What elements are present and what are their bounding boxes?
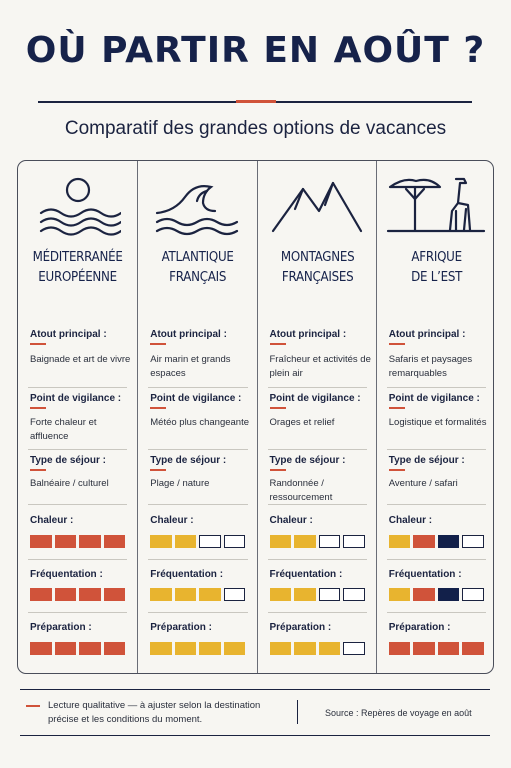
atout-label: Atout principal : — [30, 329, 107, 340]
row-divider — [28, 559, 127, 560]
atout-label: Atout principal : — [150, 329, 227, 340]
rating-segment — [199, 535, 221, 548]
rating-segment — [343, 588, 365, 601]
rating-segment — [413, 588, 435, 601]
label-underline — [270, 343, 286, 345]
rating-segment — [389, 588, 411, 601]
rating-segment — [199, 642, 221, 655]
column-title-line: ATLANTIQUE — [161, 249, 234, 265]
rating-segment — [224, 588, 246, 601]
rating-segment — [319, 588, 341, 601]
label-underline — [389, 407, 405, 409]
rating-segment — [462, 535, 484, 548]
chaleur-label: Chaleur : — [30, 515, 74, 526]
sejour-label: Type de séjour : — [388, 455, 465, 466]
rating-segment — [438, 535, 460, 548]
row-divider — [148, 387, 247, 388]
chaleur-rating — [30, 535, 125, 548]
rating-segment — [413, 535, 435, 548]
footer-separator — [297, 700, 298, 724]
subtitle: Comparatif des grandes options de vacances — [64, 118, 447, 139]
rating-segment — [270, 588, 292, 601]
rating-segment — [104, 588, 126, 601]
sejour-label: Type de séjour : — [150, 455, 227, 466]
rating-segment — [175, 588, 197, 601]
label-underline — [150, 407, 166, 409]
title-rule-accent — [236, 100, 276, 103]
sun-over-waves-icon — [18, 175, 137, 245]
rating-segment — [270, 535, 292, 548]
column-3 — [257, 161, 377, 673]
rating-segment — [389, 535, 411, 548]
rating-segment — [224, 535, 246, 548]
rating-segment — [175, 642, 197, 655]
column-title-line: FRANÇAIS — [169, 269, 227, 285]
vigilance-label: Point de vigilance : — [269, 393, 361, 404]
preparation-rating — [270, 642, 365, 655]
row-divider — [148, 559, 247, 560]
frequentation-label: Fréquentation : — [388, 569, 462, 580]
chaleur-label: Chaleur : — [269, 515, 313, 526]
column-title — [265, 247, 370, 287]
label-underline — [30, 343, 46, 345]
rating-segment — [438, 588, 460, 601]
column-1 — [18, 161, 137, 673]
atout-value: Baignade et art de vivre — [30, 354, 131, 365]
label-underline — [389, 469, 405, 471]
acacia-giraffe-icon — [377, 175, 496, 245]
rating-segment — [30, 535, 52, 548]
column-title — [25, 247, 130, 287]
rating-segment — [104, 642, 126, 655]
label-underline — [270, 469, 286, 471]
sejour-value: Randonnée / ressourcement — [269, 478, 333, 503]
rating-segment — [224, 642, 246, 655]
preparation-label: Préparation : — [269, 622, 332, 633]
frequentation-rating — [270, 588, 365, 601]
label-underline — [150, 469, 166, 471]
row-divider — [28, 504, 127, 505]
footer — [20, 689, 490, 735]
rating-segment — [55, 588, 77, 601]
rating-segment — [343, 535, 365, 548]
rating-segment — [104, 535, 126, 548]
rating-segment — [319, 642, 341, 655]
sejour-value: Plage / nature — [150, 478, 210, 489]
rating-segment — [79, 588, 101, 601]
footer-accent-dash — [26, 705, 40, 707]
vigilance-value: Orages et relief — [269, 417, 335, 428]
rating-segment — [389, 642, 411, 655]
chaleur-label: Chaleur : — [150, 515, 194, 526]
rating-segment — [319, 535, 341, 548]
rating-segment — [150, 588, 172, 601]
comparison-table — [17, 160, 494, 674]
row-divider — [28, 387, 127, 388]
frequentation-label: Fréquentation : — [30, 569, 103, 580]
preparation-label: Préparation : — [30, 622, 92, 633]
frequentation-label: Fréquentation : — [150, 569, 224, 580]
row-divider — [148, 504, 247, 505]
footer-source: Source : Repères de voyage en août — [325, 708, 472, 718]
label-underline — [389, 343, 405, 345]
preparation-rating — [30, 642, 125, 655]
column-title-line: DE L’EST — [410, 269, 462, 285]
atout-value: Air marin et grands espaces — [150, 354, 231, 379]
row-divider — [28, 612, 127, 613]
frequentation-label: Fréquentation : — [269, 569, 343, 580]
rating-segment — [30, 588, 52, 601]
preparation-label: Préparation : — [388, 622, 451, 633]
chaleur-label: Chaleur : — [388, 515, 433, 526]
sejour-label: Type de séjour : — [269, 455, 346, 466]
row-divider — [387, 612, 486, 613]
row-divider — [268, 559, 367, 560]
frequentation-rating — [389, 588, 484, 601]
page-title: OÙ PARTIR EN AOÛT ? — [25, 30, 486, 71]
rating-segment — [55, 535, 77, 548]
row-divider — [268, 612, 367, 613]
chaleur-rating — [150, 535, 245, 548]
rating-segment — [199, 588, 221, 601]
rating-segment — [150, 535, 172, 548]
row-divider — [387, 387, 486, 388]
sejour-label: Type de séjour : — [30, 455, 106, 466]
vigilance-value: Météo plus changeante — [150, 417, 250, 428]
vigilance-value: Forte chaleur et affluence — [30, 417, 97, 442]
column-title-line: MONTAGNES — [280, 249, 354, 265]
chaleur-rating — [270, 535, 365, 548]
rating-segment — [343, 642, 365, 655]
rating-segment — [55, 642, 77, 655]
rating-segment — [150, 642, 172, 655]
vigilance-value: Logistique et formalités — [388, 417, 487, 428]
row-divider — [148, 449, 247, 450]
row-divider — [28, 449, 127, 450]
title-rule-left — [38, 101, 236, 103]
frequentation-rating — [150, 588, 245, 601]
rating-segment — [79, 535, 101, 548]
rating-segment — [294, 642, 316, 655]
row-divider — [387, 559, 486, 560]
row-divider — [148, 612, 247, 613]
column-2 — [137, 161, 257, 673]
chaleur-rating — [389, 535, 484, 548]
sejour-value: Balnéaire / culturel — [30, 478, 109, 489]
column-title-line: FRANÇAISES — [281, 269, 353, 285]
column-title-line: EUROPÉENNE — [38, 269, 117, 285]
rating-segment — [413, 642, 435, 655]
atout-label: Atout principal : — [269, 329, 347, 340]
rating-segment — [270, 642, 292, 655]
frequentation-rating — [30, 588, 125, 601]
column-title — [145, 247, 250, 287]
preparation-rating — [150, 642, 245, 655]
atout-value: Fraîcheur et activités de plein air — [269, 354, 371, 379]
label-underline — [30, 469, 46, 471]
preparation-rating — [389, 642, 484, 655]
vigilance-label: Point de vigilance : — [150, 393, 242, 404]
label-underline — [150, 343, 166, 345]
rating-segment — [294, 588, 316, 601]
row-divider — [387, 449, 486, 450]
row-divider — [268, 387, 367, 388]
atout-label: Atout principal : — [388, 329, 466, 340]
title-rule-right — [276, 101, 472, 103]
rating-segment — [462, 642, 484, 655]
rating-segment — [79, 642, 101, 655]
rating-segment — [438, 642, 460, 655]
sejour-value: Aventure / safari — [388, 478, 458, 489]
ocean-wave-icon — [138, 175, 257, 245]
rating-segment — [175, 535, 197, 548]
column-title-line: AFRIQUE — [411, 249, 462, 265]
row-divider — [268, 504, 367, 505]
column-title-line: MÉDITERRANÉE — [32, 249, 123, 265]
rating-segment — [294, 535, 316, 548]
mountains-icon — [258, 175, 377, 245]
preparation-label: Préparation : — [150, 622, 212, 633]
column-4 — [376, 161, 496, 673]
label-underline — [270, 407, 286, 409]
vigilance-label: Point de vigilance : — [388, 393, 480, 404]
footer-bottom-rule — [20, 735, 490, 736]
vigilance-label: Point de vigilance : — [30, 393, 122, 404]
label-underline — [30, 407, 46, 409]
rating-segment — [30, 642, 52, 655]
column-title — [384, 247, 489, 287]
footer-top-rule — [20, 689, 490, 690]
footer-note: Lecture qualitative — à ajuster selon la destination précise et les conditions du moment. — [48, 700, 261, 725]
atout-value: Safaris et paysages remarquables — [388, 354, 473, 379]
rating-segment — [462, 588, 484, 601]
row-divider — [268, 449, 367, 450]
row-divider — [387, 504, 486, 505]
